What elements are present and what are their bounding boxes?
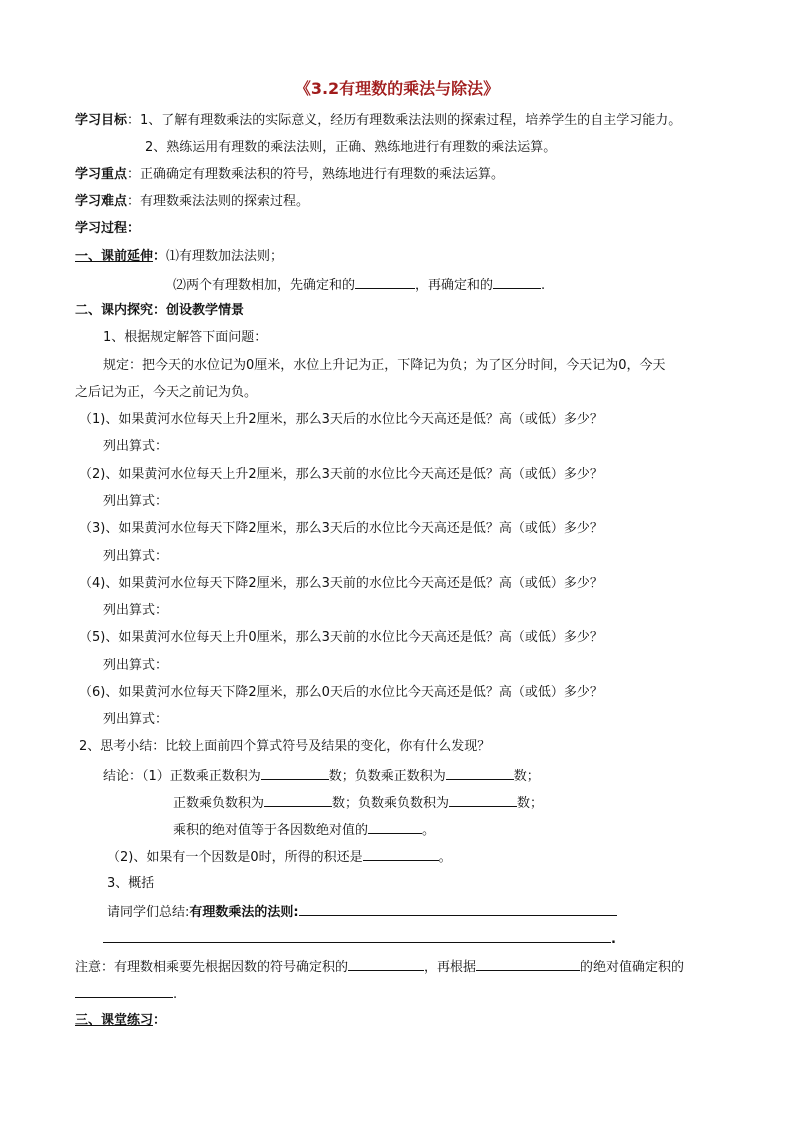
- question-1: （1)、如果黄河水位每天上升2厘米，那么3天后的水位比今天高还是低？高（或低）多少？: [79, 412, 603, 427]
- blank-rule-2[interactable]: [103, 928, 611, 943]
- focus-text: ：正确确定有理数乘法积的符号，熟练地进行有理数的乘法运算。: [127, 167, 505, 182]
- section1-heading: 一、课前延伸: [75, 249, 154, 264]
- section3-heading: [75, 1011, 166, 1031]
- conclusion-1-text-b: 数；负数乘正数积为: [328, 769, 446, 784]
- blank-neg-pos[interactable]: [446, 765, 514, 780]
- question-3: （3)、如果黄河水位每天下降2厘米，那么3天后的水位比今天高还是低？高（或低）多少？: [79, 521, 603, 536]
- conclusion-3-text-b: 。: [422, 823, 436, 838]
- difficulty-text: ：有理数乘法法则的探索过程。: [127, 194, 310, 209]
- formula-label-3: 列出算式：: [103, 549, 169, 564]
- blank-zero-product[interactable]: [363, 846, 439, 861]
- generalize-end: .: [611, 932, 616, 947]
- section3-colon: ：: [153, 1013, 167, 1028]
- section1-item1: ⑴有理数加法法则；: [166, 249, 284, 264]
- conclusion-4-text-a: （2)、如果有一个因数是0时，所得的积还是: [107, 850, 363, 865]
- formula-label-4: 列出算式：: [103, 603, 169, 618]
- goals-line-1: [75, 111, 681, 131]
- conclusion-1-text-c: 数；: [513, 769, 540, 784]
- question-6: （6)、如果黄河水位每天下降2厘米，那么0天后的水位比今天高还是低？高（或低）多少？: [79, 685, 603, 700]
- blank-note-sign[interactable]: [348, 956, 424, 971]
- blank-note-abs[interactable]: [75, 983, 173, 998]
- note-line-2: [75, 983, 177, 1005]
- note-text-c: 的绝对值确定积的: [580, 960, 685, 975]
- conclusion-2-text-a: 正数乘负数积为: [173, 796, 265, 811]
- blank-neg-neg[interactable]: [449, 792, 517, 807]
- blank-sum-abs[interactable]: [493, 274, 541, 289]
- generalize-line: [107, 901, 617, 923]
- conclusion-1-text-a: 结论：（1）正数乘正数积为: [103, 769, 261, 784]
- process-heading: [75, 219, 140, 239]
- conclusion-line-3: [173, 819, 435, 841]
- section1-line: [75, 247, 283, 267]
- goals-label: 学习目标: [75, 113, 128, 128]
- question-5: （5)、如果黄河水位每天上升0厘米，那么3天前的水位比今天高还是低？高（或低）多少？: [79, 630, 603, 645]
- difficulty-label: 学习难点: [75, 194, 128, 209]
- focus-line: [75, 165, 504, 185]
- blank-pos-pos[interactable]: [261, 765, 329, 780]
- blank-rule-1[interactable]: [299, 901, 617, 916]
- conclusion-2-text-c: 数；: [517, 796, 544, 811]
- formula-label-6: 列出算式：: [103, 712, 169, 727]
- difficulty-line: [75, 192, 309, 212]
- section1-item2-end: .: [541, 278, 546, 293]
- note-line: [75, 956, 684, 978]
- question1-title: 1、根据规定解答下面问题：: [103, 330, 268, 345]
- conclusion-line-1: [103, 765, 540, 787]
- note-text-b: ，再根据: [424, 960, 477, 975]
- conclusion-line-4: [107, 846, 452, 868]
- rule-line-2: 之后记为正，今天之前记为负。: [75, 385, 258, 400]
- generalize-rule-label: 有理数乘法的法则:: [189, 905, 299, 920]
- note-end: .: [173, 987, 178, 1002]
- blank-sum-sign[interactable]: [355, 274, 415, 289]
- formula-label-1: 列出算式：: [103, 439, 169, 454]
- question-2: （2)、如果黄河水位每天上升2厘米，那么3天前的水位比今天高还是低？高（或低）多少？: [79, 467, 603, 482]
- blank-pos-neg[interactable]: [264, 792, 332, 807]
- generalize-lead: 请同学们总结:: [107, 905, 190, 920]
- section1-colon: ：: [153, 249, 167, 264]
- section1-item2: [173, 274, 545, 296]
- generalize-title: 3、概括: [107, 876, 155, 891]
- generalize-line-2: [103, 928, 616, 950]
- focus-label: 学习重点: [75, 167, 128, 182]
- conclusion-2-text-b: 数；负数乘负数积为: [332, 796, 450, 811]
- question-4: （4)、如果黄河水位每天下降2厘米，那么3天前的水位比今天高还是低？高（或低）多少？: [79, 576, 603, 591]
- rule-line-1: 规定：把今天的水位记为0厘米，水位上升记为正，下降记为负；为了区分时间，今天记为0，今天: [103, 358, 666, 373]
- section3-heading-text: 三、课堂练习: [75, 1013, 154, 1028]
- process-heading-colon: ：: [127, 221, 141, 236]
- note-text-a: 注意：有理数相乘要先根据因数的符号确定积的: [75, 960, 349, 975]
- conclusion-4-text-b: 。: [438, 850, 452, 865]
- goals-text-1: ：1、了解有理数乘法的实际意义，经历有理数乘法法则的探索过程，培养学生的自主学习能力。: [127, 113, 682, 128]
- formula-label-2: 列出算式：: [103, 494, 169, 509]
- process-heading-text: 学习过程: [75, 221, 128, 236]
- summary-title: 2、思考小结：比较上面前四个算式符号及结果的变化，你有什么发现？: [79, 739, 491, 754]
- conclusion-3-text-a: 乘积的绝对值等于各因数绝对值的: [173, 823, 369, 838]
- goals-line-2: 2、熟练运用有理数的乘法法则，正确、熟练地进行有理数的乘法运算。: [145, 140, 557, 155]
- section1-item2-text-a: ⑵两个有理数相加，先确定和的: [173, 278, 356, 293]
- section1-item2-text-b: ，再确定和的: [415, 278, 494, 293]
- page-title: 《3.2有理数的乘法与除法》: [294, 79, 500, 98]
- formula-label-5: 列出算式：: [103, 658, 169, 673]
- blank-note-basis[interactable]: [476, 956, 580, 971]
- section2-heading: 二、课内探究：创设教学情景: [75, 303, 245, 318]
- blank-abs-product[interactable]: [368, 819, 422, 834]
- conclusion-line-2: [173, 792, 543, 814]
